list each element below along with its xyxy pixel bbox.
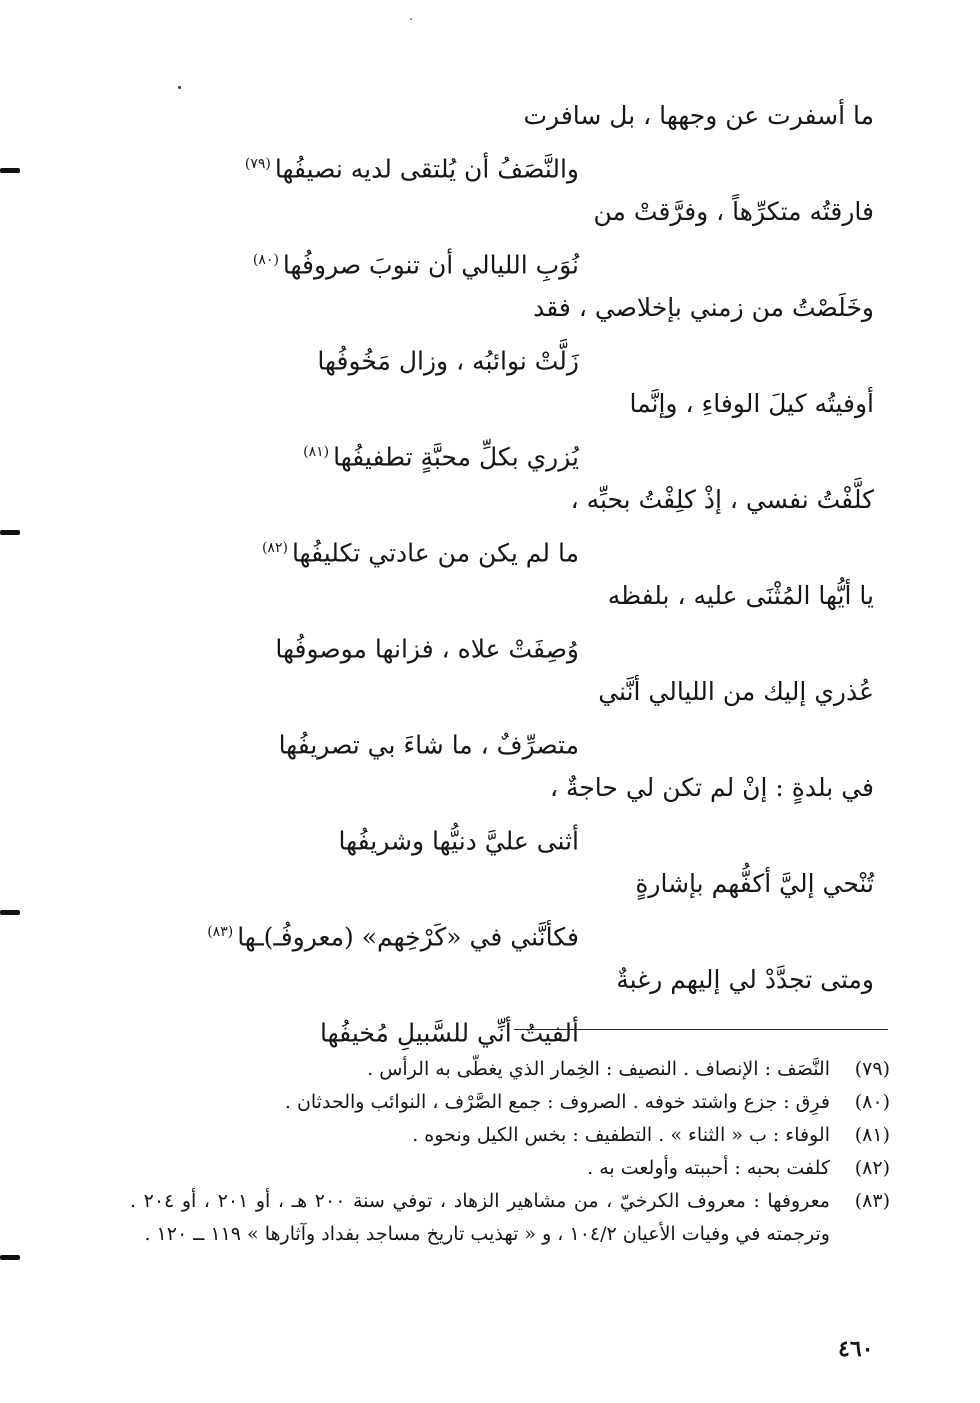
page-edge-mark bbox=[0, 530, 20, 535]
verse-second-half: يُزري بكلِّ محبَّةٍ تطفيفُها$^{(٨١)}$ bbox=[303, 442, 579, 472]
verse-first-half: في بلدةٍ : إنْ لم تكن لي حاجةٌ ، bbox=[549, 773, 874, 802]
verse-first-half: كلَّفْتُ نفسي ، إذْ كلِفْتُ بحبِّه ، bbox=[570, 485, 874, 514]
footnote-marker: (٨٠) bbox=[252, 252, 279, 268]
verse-second-half: زَلَّتْ نوائبُه ، وزال مَخُوفُها bbox=[317, 346, 579, 376]
verse-first-half: عُذري إليك من الليالي أنَّني bbox=[598, 677, 874, 706]
footnote bbox=[130, 1119, 890, 1152]
verse-second-half: والنَّصَفُ أن يُلتقى لديه نصيفُها$^{(٧٩)}$ bbox=[244, 154, 579, 184]
ink-speck bbox=[410, 18, 412, 20]
verse-second-half: فكأنَّني في «كَرْخِهم» (معروفُـ)ـها$^{(٨٣)}$ bbox=[207, 922, 579, 952]
verse-first-half: تُنْحي إليَّ أكفُّهم بإشارةٍ bbox=[635, 869, 874, 898]
footnote-text: كلفت بحبه : أحببته وأولعت به . bbox=[587, 1157, 830, 1179]
footnote-text: النَّصَف : الإنصاف . النصيف : الخِمار الذي يغطّى به الرأس . bbox=[367, 1058, 830, 1080]
footnote-number: (٧٩) bbox=[854, 1058, 890, 1080]
verse-second-half: ما لم يكن من عادتي تكليفُها$^{(٨٢)}$ bbox=[261, 538, 579, 568]
footnote-marker: (٧٩) bbox=[244, 156, 271, 172]
verse-second-half: وُصِفَتْ علاه ، فزانها موصوفُها bbox=[275, 634, 579, 664]
footnote-marker: (٨٢) bbox=[261, 540, 288, 556]
footnote-text: معروفها : معروف الكرخيّ ، من مشاهير الزهاد ، توفي سنة ٢٠٠ هـ ، أو ٢٠١ ، أو ٢٠٤ . وترجمته في وفيات الأعيان ١٠٤/٢ ، و « تهذيب تاريخ مساجد بفداد وآثارها » ١١٩ ــ ١٢٠ . bbox=[130, 1190, 830, 1245]
page-edge-mark bbox=[0, 1255, 20, 1260]
footnote-separator bbox=[514, 1029, 888, 1030]
ink-dot bbox=[178, 86, 181, 89]
verse-second-half: نُوَبِ الليالي أن تنوبَ صروفُها$^{(٨٠)}$ bbox=[252, 250, 579, 280]
footnote bbox=[130, 1185, 890, 1251]
verse-second-half: ألفيتُ أنِّي للسَّبيلِ مُخيفُها bbox=[320, 1018, 579, 1048]
footnote-text: فرِق : جزع واشتد خوفه . الصروف : جمع الصَّرْف ، النوائب والحدثان . bbox=[284, 1091, 830, 1113]
verse-second-half: أثنى عليَّ دنيُّها وشريفُها bbox=[338, 826, 579, 856]
footnote-marker: (٨٣) bbox=[207, 924, 234, 940]
verse-first-half: ما أسفرت عن وجهها ، بل سافرت bbox=[523, 101, 874, 130]
footnote-number: (٨٣) bbox=[854, 1190, 890, 1212]
verse-first-half: فارقتُه متكرِّهاً ، وفرَّقتْ من bbox=[593, 197, 874, 226]
footnote-number: (٨٠) bbox=[854, 1091, 890, 1113]
verse-first-half: وخَلَصْتُ من زمني بإخلاصي ، فقد bbox=[533, 293, 874, 322]
poem bbox=[168, 92, 874, 1052]
footnote-text: الوفاء : ب « الثناء » . التطفيف : بخس الكيل ونحوه . bbox=[412, 1124, 830, 1146]
footnotes bbox=[130, 1053, 890, 1251]
verse-second-half: متصرِّفٌ ، ما شاءَ بي تصريفُها bbox=[278, 730, 579, 760]
verse-first-half: يا أيُّها المُثْنَى عليه ، بلفظه bbox=[607, 581, 874, 610]
verse-first-half: ومتى تجدَّدْ لي إليهم رغبةٌ bbox=[616, 965, 874, 994]
footnote-number: (٨١) bbox=[854, 1124, 890, 1146]
footnote-marker: (٨١) bbox=[303, 444, 330, 460]
page-edge-mark bbox=[0, 168, 20, 173]
page-number: ٤٦٠ bbox=[838, 1336, 874, 1362]
page-edge-mark bbox=[0, 910, 20, 915]
footnote bbox=[130, 1152, 890, 1185]
footnote bbox=[130, 1086, 890, 1119]
verse-first-half: أوفيتُه كيلَ الوفاءِ ، وإنَّما bbox=[629, 389, 874, 418]
footnote bbox=[130, 1053, 890, 1086]
footnote-number: (٨٢) bbox=[854, 1157, 890, 1179]
